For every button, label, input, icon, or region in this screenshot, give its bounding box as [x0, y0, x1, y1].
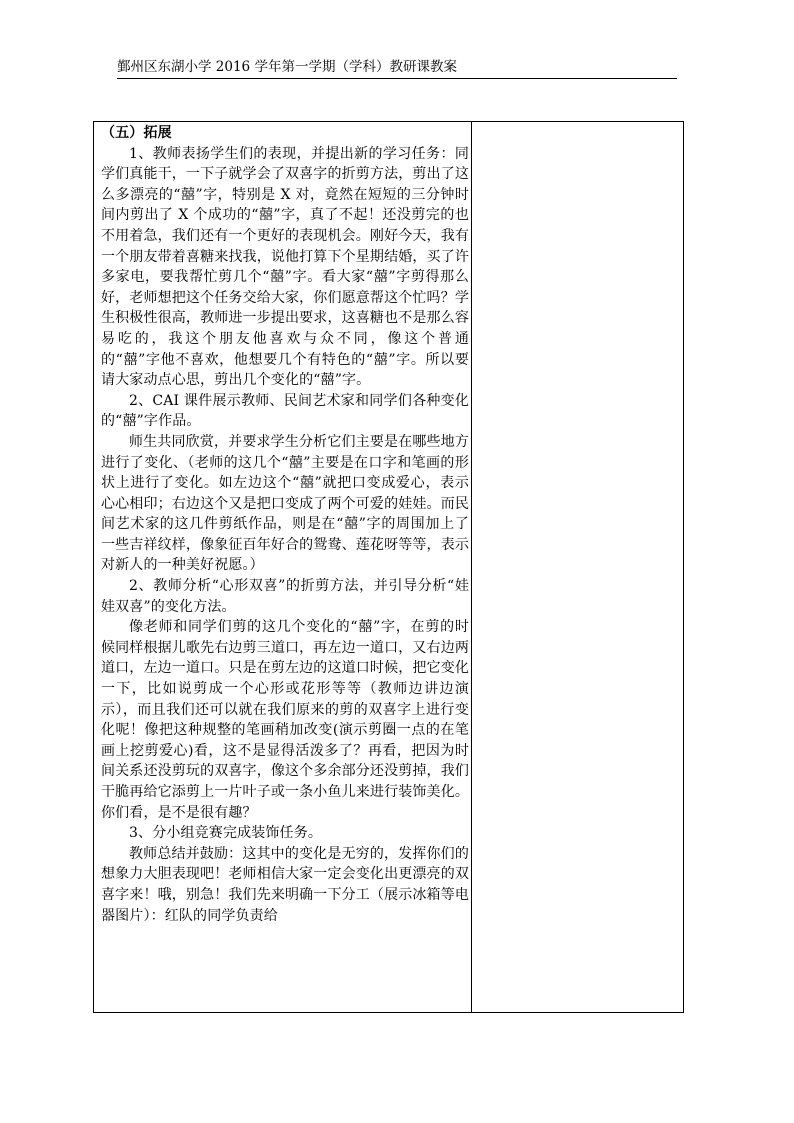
lesson-table — [93, 121, 684, 1013]
paragraph-4: 2、教师分析“心形双喜”的折剪方法，并引导分析“娃娃双喜”的变化方法。 — [101, 578, 469, 615]
lesson-content-cell — [101, 123, 469, 926]
page-header: 鄞州区东湖小学 2016 学年第一学期（学科）教研课教案 — [117, 59, 457, 75]
header-rule — [117, 78, 677, 79]
paragraph-5: 像老师和同学们剪的这几个变化的“囍”字，在剪的时候同样根据儿歌先右边剪三道口，再左边一道口，又右边两道口，左边一道口。只是在剪左边的这道口时候，把它变化一下，比如说剪成一个心形或花形等等（教师边讲边演示），而且我们还可以就在我们原来的剪的双喜字上进行变化呢！像把这种规整的笔画稍加改变(演示剪圈一点的在笔画上挖剪爱心)看，这不是显得活泼多了？再看，把因为时间关系还没剪玩的双喜字，像这个多余部分还没剪掉，我们干脆再给它添剪上一片叶子或一条小鱼儿来进行装饰美化。你们看，是不是很有趣？ — [101, 619, 469, 821]
paragraph-1: 1、教师表扬学生们的表现，并提出新的学习任务：同学们真能干，一下子就学会了双喜字的折剪方法，剪出了这么多漂亮的“囍”字，特别是 X 对，竟然在短短的三分钟时间内剪出了 X 个成功的“囍”字，真了不起！还没剪完的也不用着急，我们还有一个更好的表现机会。刚好今天，我有一个朋友带着喜糖来找我，说他打算下个星期结婚，买了许多家电，要我帮忙剪几个“囍”字。看大家“囍”字剪得那么好，老师想把这个任务交给大家，你们愿意帮这个忙吗？学生积极性很高，教师进一步提出要求，这喜糖也不是那么容易吃的，我这个朋友他喜欢与众不同，像这个普通的“囍”字他不喜欢，他想要几个有特色的“囍”字。所以要请大家动点心思，剪出几个变化的“囍”字。 — [101, 145, 469, 389]
notes-cell — [472, 122, 683, 1012]
paragraph-7: 教师总结并鼓励：这其中的变化是无穷的，发挥你们的想象力大胆表现吧！老师相信大家一定会变化出更漂亮的双喜字来！哦，别急！我们先来明确一下分工（展示冰箱等电器图片）：红队的同学负责给 — [101, 845, 469, 924]
paragraph-6: 3、分小组竞赛完成装饰任务。 — [129, 825, 323, 842]
section-title: （五）拓展 — [101, 125, 172, 141]
paragraph-3: 师生共同欣赏，并要求学生分析它们主要是在哪些地方进行了变化、（老师的这几个“囍”主要是在口字和笔画的形状上进行了变化。如左边这个“囍”就把口变成爱心，表示心心相印；右边这个又是把口变成了两个可爱的娃娃。而民间艺术家的这几件剪纸作品，则是在“囍”字的周围加上了一些吉祥纹样，像象征百年好合的鸳鸯、莲花呀等等，表示对新人的一种美好祝愿。） — [101, 433, 469, 574]
paragraph-2: 2、CAI 课件展示教师、民间艺术家和同学们各种变化的“囍”字作品。 — [101, 392, 469, 430]
